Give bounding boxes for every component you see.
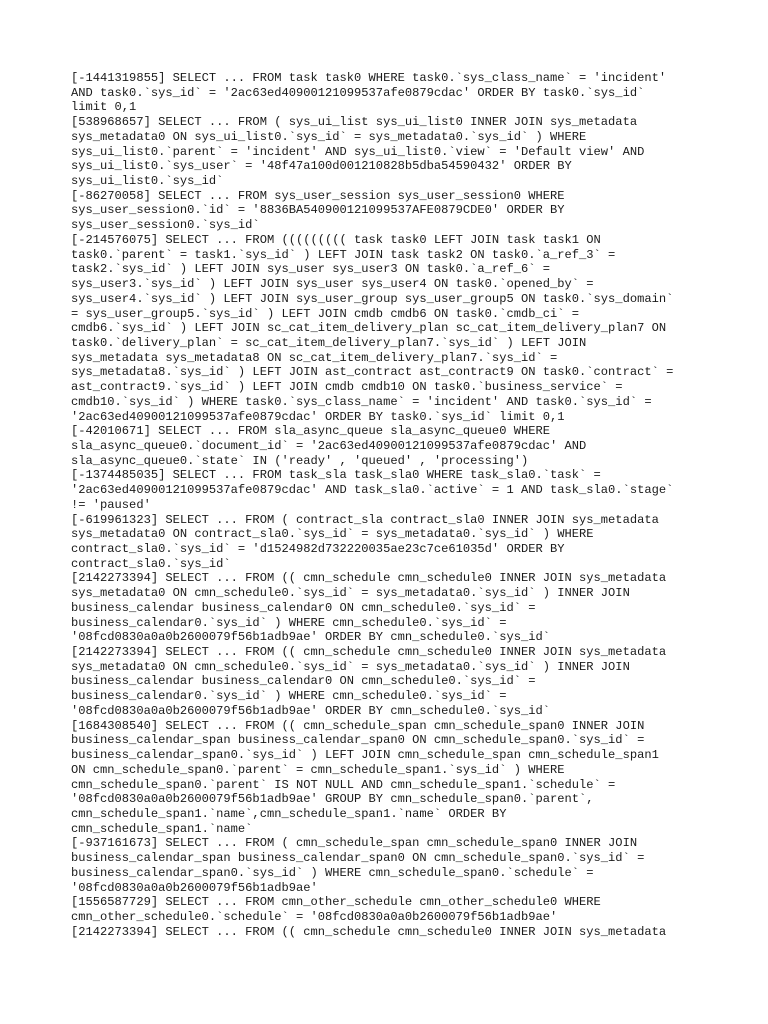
log-line: sys_metadata8.`sys_id` ) LEFT JOIN ast_contract ast_contract9 ON task0.`contract` = xyxy=(71,365,674,380)
log-line: sys_user3.`sys_id` ) LEFT JOIN sys_user sys_user4 ON task0.`opened_by` = xyxy=(71,277,594,292)
log-line: '08fcd0830a0a0b2600079f56b1adb9ae' ORDER BY cmn_schedule0.`sys_id` xyxy=(71,703,550,718)
log-line: '2ac63ed40900121099537afe0879cdac' ORDER BY task0.`sys_id` limit 0,1 xyxy=(71,409,565,424)
log-line: [-1441319855] SELECT ... FROM task task0 WHERE task0.`sys_class_name` = 'incident' xyxy=(71,71,667,85)
log-line: sys_ui_list0.`parent` = 'incident' AND sys_ui_list0.`view` = 'Default view' AND xyxy=(71,144,645,159)
log-line: [1684308540] SELECT ... FROM (( cmn_schedule_span cmn_schedule_span0 INNER JOIN xyxy=(71,718,645,733)
log-line: '08fcd0830a0a0b2600079f56b1adb9ae' ORDER BY cmn_schedule0.`sys_id` xyxy=(71,630,550,645)
log-line: cmn_schedule_span1.`name`,cmn_schedule_span1.`name` ORDER BY xyxy=(71,806,507,821)
log-line: sys_metadata sys_metadata8 ON sc_cat_item_delivery_plan7.`sys_id` = xyxy=(71,350,558,365)
log-line: cmn_other_schedule0.`schedule` = '08fcd0830a0a0b2600079f56b1adb9ae' xyxy=(71,909,558,924)
log-line: task0.`parent` = task1.`sys_id` ) LEFT JOIN task task2 ON task0.`a_ref_3` = xyxy=(71,247,616,262)
log-line: cmdb6.`sys_id` ) LEFT JOIN sc_cat_item_delivery_plan sc_cat_item_delivery_plan7 ON xyxy=(71,321,667,336)
log-line: business_calendar0.`sys_id` ) WHERE cmn_schedule0.`sys_id` = xyxy=(71,615,507,630)
log-line: limit 0,1 xyxy=(71,100,137,115)
log-line: sys_ui_list0.`sys_id` xyxy=(71,174,224,189)
log-line: task2.`sys_id` ) LEFT JOIN sys_user sys_user3 ON task0.`a_ref_6` = xyxy=(71,262,550,277)
log-line: cmn_schedule_span1.`name` xyxy=(71,821,253,836)
sql-log-document xyxy=(71,71,711,939)
log-line: ON cmn_schedule_span0.`parent` = cmn_schedule_span1.`sys_id` ) WHERE xyxy=(71,762,565,777)
log-line: business_calendar_span business_calendar_span0 ON cmn_schedule_span0.`sys_id` = xyxy=(71,733,645,748)
log-line: [2142273394] SELECT ... FROM (( cmn_schedule cmn_schedule0 INNER JOIN sys_metadata xyxy=(71,924,667,939)
log-line: sys_user_session0.`id` = '8836BA540900121099537AFE0879CDE0' ORDER BY xyxy=(71,203,565,218)
log-line: sys_metadata0 ON cmn_schedule0.`sys_id` = sys_metadata0.`sys_id` ) INNER JOIN xyxy=(71,659,630,674)
log-line: business_calendar_span0.`sys_id` ) LEFT JOIN cmn_schedule_span cmn_schedule_span1 xyxy=(71,748,659,763)
log-line: sys_user4.`sys_id` ) LEFT JOIN sys_user_group sys_user_group5 ON task0.`sys_domain` xyxy=(71,291,674,306)
log-line: contract_sla0.`sys_id` = 'd1524982d732220035ae23c7ce61035d' ORDER BY xyxy=(71,542,565,556)
log-line: [-42010671] SELECT ... FROM sla_async_queue sla_async_queue0 WHERE xyxy=(71,424,550,439)
log-line: business_calendar business_calendar0 ON cmn_schedule0.`sys_id` = xyxy=(71,600,536,615)
log-line: AND task0.`sys_id` = '2ac63ed40900121099537afe0879cdac' ORDER BY task0.`sys_id` xyxy=(71,85,645,100)
log-line: != 'paused' xyxy=(71,497,151,512)
log-line: sys_metadata0 ON sys_ui_list0.`sys_id` = sys_metadata0.`sys_id` ) WHERE xyxy=(71,129,587,144)
log-line: sys_metadata0 ON contract_sla0.`sys_id` = sys_metadata0.`sys_id` ) WHERE xyxy=(71,527,594,542)
log-line: sla_async_queue0.`state` IN ('ready' , 'queued' , 'processing') xyxy=(71,453,529,468)
log-line: [-937161673] SELECT ... FROM ( cmn_schedule_span cmn_schedule_span0 INNER JOIN xyxy=(71,836,638,851)
log-line: '2ac63ed40900121099537afe0879cdac' AND task_sla0.`active` = 1 AND task_sla0.`stage` xyxy=(71,483,674,498)
log-line: [2142273394] SELECT ... FROM (( cmn_schedule cmn_schedule0 INNER JOIN sys_metadata xyxy=(71,645,667,660)
log-line: business_calendar business_calendar0 ON cmn_schedule0.`sys_id` = xyxy=(71,674,536,689)
log-line: business_calendar_span0.`sys_id` ) WHERE cmn_schedule_span0.`schedule` = xyxy=(71,865,594,880)
log-line: '08fcd0830a0a0b2600079f56b1adb9ae' GROUP BY cmn_schedule_span0.`parent`, xyxy=(71,792,594,807)
log-line: sys_metadata0 ON cmn_schedule0.`sys_id` = sys_metadata0.`sys_id` ) INNER JOIN xyxy=(71,586,630,601)
log-line: business_calendar_span business_calendar_span0 ON cmn_schedule_span0.`sys_id` = xyxy=(71,851,645,866)
log-line: = sys_user_group5.`sys_id` ) LEFT JOIN cmdb cmdb6 ON task0.`cmdb_ci` = xyxy=(71,306,580,321)
log-line: [2142273394] SELECT ... FROM (( cmn_schedule cmn_schedule0 INNER JOIN sys_metadata xyxy=(71,571,667,586)
log-line: cmdb10.`sys_id` ) WHERE task0.`sys_class_name` = 'incident' AND task0.`sys_id` = xyxy=(71,394,652,409)
log-line: business_calendar0.`sys_id` ) WHERE cmn_schedule0.`sys_id` = xyxy=(71,689,507,704)
log-line: [-86270058] SELECT ... FROM sys_user_session sys_user_session0 WHERE xyxy=(71,188,565,203)
log-line: [538968657] SELECT ... FROM ( sys_ui_list sys_ui_list0 INNER JOIN sys_metadata xyxy=(71,115,638,130)
log-line: task0.`delivery_plan` = sc_cat_item_delivery_plan7.`sys_id` ) LEFT JOIN xyxy=(71,335,587,350)
log-line: cmn_schedule_span0.`parent` IS NOT NULL AND cmn_schedule_span1.`schedule` = xyxy=(71,777,616,792)
log-line: ast_contract9.`sys_id` ) LEFT JOIN cmdb cmdb10 ON task0.`business_service` = xyxy=(71,380,623,395)
log-line: '08fcd0830a0a0b2600079f56b1adb9ae' xyxy=(71,880,318,895)
log-line: [-214576075] SELECT ... FROM ((((((((( task task0 LEFT JOIN task task1 ON xyxy=(71,232,601,247)
log-line: [1556587729] SELECT ... FROM cmn_other_schedule cmn_other_schedule0 WHERE xyxy=(71,895,601,910)
log-line: sys_user_session0.`sys_id` xyxy=(71,218,260,233)
log-line: [-619961323] SELECT ... FROM ( contract_sla contract_sla0 INNER JOIN sys_metadata xyxy=(71,512,659,527)
log-line: sla_async_queue0.`document_id` = '2ac63ed40900121099537afe0879cdac' AND xyxy=(71,438,587,453)
log-line: [-1374485035] SELECT ... FROM task_sla task_sla0 WHERE task_sla0.`task` = xyxy=(71,468,601,483)
log-line: contract_sla0.`sys_id` xyxy=(71,556,231,571)
log-line: sys_ui_list0.`sys_user` = '48f47a100d001210828b5dba54590432' ORDER BY xyxy=(71,159,572,174)
